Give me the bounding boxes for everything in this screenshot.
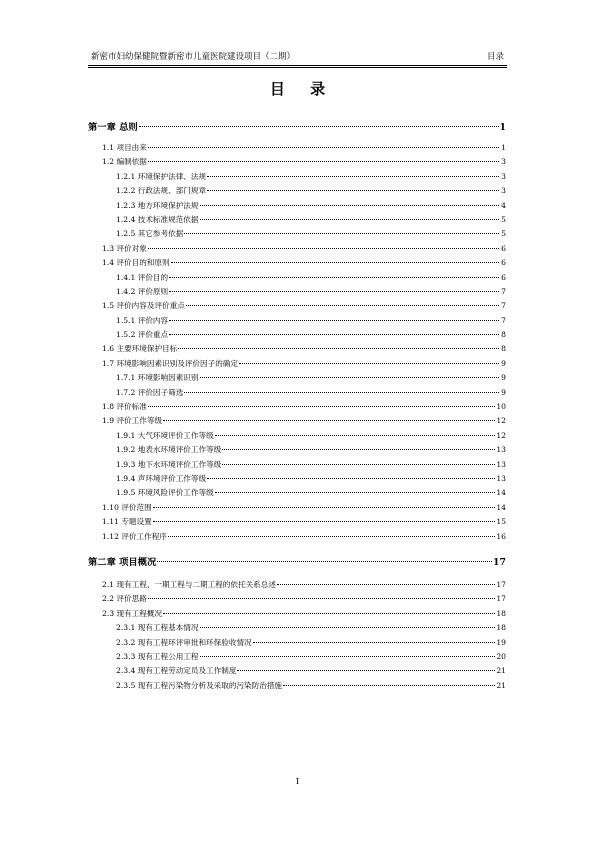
- toc-entry-page: 17: [493, 556, 506, 568]
- toc-subsection-entry[interactable]: [88, 199, 506, 213]
- toc-entry-page: 18: [496, 608, 506, 618]
- toc-subsection-entry[interactable]: [88, 621, 506, 635]
- toc-entry-page: 4: [501, 200, 506, 210]
- dot-leader: [184, 233, 499, 234]
- toc-entry-label: 1.4.2 评价原则: [116, 286, 169, 296]
- toc-section-entry[interactable]: [88, 515, 506, 529]
- toc-entry-label: 第一章 总则: [88, 122, 138, 133]
- toc-section-entry[interactable]: [88, 501, 506, 515]
- toc-subsection-entry[interactable]: [88, 285, 506, 299]
- toc-entry-label: 1.7 环境影响因素识别及评价因子的确定: [102, 358, 238, 368]
- dot-leader: [222, 449, 495, 450]
- toc-entry-label: 1.7.1 环境影响因素识别: [116, 373, 199, 383]
- toc-subsection-entry[interactable]: [88, 636, 506, 650]
- toc-entry-page: 21: [496, 666, 506, 676]
- toc-entry-page: 7: [501, 286, 506, 296]
- toc-entry-page: 18: [496, 623, 506, 633]
- toc-entry-label: 1.5.2 评价重点: [116, 330, 169, 340]
- running-header: [88, 50, 507, 64]
- dot-leader: [169, 277, 499, 278]
- toc-section-entry[interactable]: [88, 530, 506, 544]
- dot-leader: [215, 492, 496, 493]
- dot-leader: [163, 613, 495, 614]
- toc-entry-page: 6: [501, 258, 506, 268]
- toc-entry-label: 1.6 主要环境保护目标: [102, 344, 178, 354]
- toc-entry-page: 14: [496, 488, 506, 498]
- toc-subsection-entry[interactable]: [88, 664, 506, 678]
- toc-subsection-entry[interactable]: [88, 386, 506, 400]
- toc-subsection-entry[interactable]: [88, 314, 506, 328]
- dot-leader: [253, 642, 496, 643]
- page-number: I: [295, 777, 300, 787]
- toc-entry-label: 1.1 项目由来: [102, 143, 147, 152]
- dot-leader: [237, 670, 495, 671]
- toc-subsection-entry[interactable]: [88, 650, 506, 664]
- toc-section-entry[interactable]: [88, 299, 506, 313]
- toc-subsection-entry[interactable]: [88, 429, 506, 443]
- toc-entry-label: 1.2.4 技术标准规范依据: [116, 214, 199, 224]
- dot-leader: [169, 320, 499, 321]
- toc-entry-label: 1.7.2 评价因子筛选: [116, 387, 184, 397]
- toc-entry-page: 17: [496, 594, 506, 604]
- toc-title: 目 录: [269, 80, 336, 98]
- toc-entry-label: 1.4 评价目的和原则: [102, 258, 170, 268]
- toc-entry-label: 1.9.5 环境风险评价工作等级: [116, 488, 214, 498]
- toc-chapter-entry[interactable]: [88, 115, 506, 141]
- dot-leader: [148, 147, 499, 148]
- dot-leader: [148, 406, 495, 407]
- toc-section-entry[interactable]: [88, 342, 506, 356]
- toc-entry-label: 2.3.4 现有工程劳动定员及工作制度: [116, 666, 237, 676]
- toc-section-entry[interactable]: [88, 256, 506, 270]
- toc-entry-label: 1.9.4 声环境评价工作等级: [116, 473, 207, 483]
- dot-leader: [283, 685, 495, 686]
- dot-leader: [153, 521, 496, 522]
- toc-subsection-entry[interactable]: [88, 371, 506, 385]
- toc-section-entry[interactable]: [88, 607, 506, 621]
- toc-subsection-entry[interactable]: [88, 443, 506, 457]
- toc-section-entry[interactable]: [88, 414, 506, 428]
- toc-entry-label: 2.3 现有工程概况: [102, 608, 163, 618]
- toc-subsection-entry[interactable]: [88, 271, 506, 285]
- toc-entry-label: 1.11 专题设置: [102, 517, 152, 527]
- table-of-contents: [88, 115, 506, 693]
- toc-subsection-entry[interactable]: [88, 184, 506, 198]
- toc-entry-label: 1.3 评价对象: [102, 243, 147, 253]
- toc-chapter-entry[interactable]: [88, 548, 506, 578]
- toc-subsection-entry[interactable]: [88, 213, 506, 227]
- toc-entry-page: 8: [501, 330, 506, 340]
- toc-entry-page: 15: [496, 517, 506, 527]
- dot-leader: [207, 478, 495, 479]
- dot-leader: [153, 507, 496, 508]
- toc-entry-page: 3: [501, 171, 506, 181]
- toc-entry-label: 2.3.1 现有工程基本情况: [116, 623, 199, 633]
- toc-section-entry[interactable]: [88, 592, 506, 606]
- toc-entry-page: 5: [501, 214, 506, 224]
- dot-leader: [169, 291, 499, 292]
- dot-leader: [200, 377, 500, 378]
- toc-entry-page: 13: [496, 459, 506, 469]
- dot-leader: [207, 176, 499, 177]
- toc-entry-page: 13: [496, 473, 506, 483]
- dot-leader: [184, 392, 499, 393]
- toc-entry-label: 2.3.3 现有工程公用工程: [116, 651, 199, 661]
- toc-section-entry[interactable]: [88, 400, 506, 414]
- toc-entry-page: 9: [501, 373, 506, 383]
- dot-leader: [148, 161, 499, 162]
- dot-leader: [200, 656, 496, 657]
- dot-leader: [215, 435, 496, 436]
- toc-entry-page: 12: [496, 430, 506, 440]
- toc-entry-label: 第二章 项目概况: [88, 556, 157, 568]
- toc-entry-page: 13: [496, 445, 506, 455]
- toc-entry-label: 1.2 编制依据: [102, 157, 147, 167]
- toc-entry-label: 2.2 评价思路: [102, 594, 147, 604]
- toc-entry-label: 1.2.5 其它参考依据: [116, 229, 184, 239]
- toc-entry-page: 16: [496, 531, 506, 541]
- dot-leader: [171, 262, 499, 263]
- toc-entry-page: 20: [496, 651, 506, 661]
- toc-entry-page: 3: [501, 186, 506, 196]
- header-rule-thin: [88, 67, 507, 68]
- toc-entry-page: 6: [501, 243, 506, 253]
- dot-leader: [200, 205, 500, 206]
- header-section-label: 目录: [486, 52, 504, 62]
- header-rule: [88, 65, 507, 66]
- dot-leader: [157, 561, 492, 562]
- toc-subsection-entry[interactable]: [88, 679, 506, 693]
- toc-subsection-entry[interactable]: [88, 486, 506, 500]
- toc-subsection-entry[interactable]: [88, 458, 506, 472]
- toc-section-entry[interactable]: [88, 141, 506, 155]
- toc-entry-label: 1.5 评价内容及评价重点: [102, 301, 185, 311]
- dot-leader: [178, 348, 499, 349]
- toc-section-entry[interactable]: [88, 578, 506, 592]
- dot-leader: [200, 219, 500, 220]
- toc-entry-label: 1.4.1 评价目的: [116, 272, 169, 282]
- toc-section-entry[interactable]: [88, 357, 506, 371]
- dot-leader: [148, 248, 499, 249]
- toc-entry-page: 6: [501, 272, 506, 282]
- toc-entry-page: 19: [496, 637, 506, 647]
- toc-entry-label: 1.10 评价范围: [102, 502, 152, 512]
- toc-entry-label: 1.2.1 环境保护法律、法规: [116, 171, 207, 181]
- toc-entry-label: 1.9.1 大气环境评价工作等级: [116, 430, 214, 440]
- dot-leader: [148, 598, 495, 599]
- dot-leader: [239, 363, 499, 364]
- toc-entry-page: 14: [496, 502, 506, 512]
- toc-entry-page: 17: [496, 579, 506, 589]
- toc-entry-page: 9: [501, 358, 506, 368]
- toc-entry-label: 1.9 评价工作等级: [102, 416, 163, 426]
- dot-leader: [200, 627, 496, 628]
- toc-entry-label: 1.2.3 地方环境保护法规: [116, 200, 199, 210]
- toc-subsection-entry[interactable]: [88, 328, 506, 342]
- toc-entry-label: 2.1 现有工程、一期工程与二期工程的依托关系总述: [102, 579, 276, 589]
- toc-entry-page: 7: [501, 301, 506, 311]
- toc-entry-page: 21: [496, 680, 506, 690]
- toc-entry-label: 1.2.2 行政法规、部门规章: [116, 186, 207, 196]
- dot-leader: [163, 420, 495, 421]
- toc-entry-page: 9: [501, 387, 506, 397]
- dot-leader: [168, 536, 495, 537]
- toc-entry-page: 5: [501, 229, 506, 239]
- toc-entry-page: 3: [501, 157, 506, 167]
- toc-subsection-entry[interactable]: [88, 170, 506, 184]
- dot-leader: [207, 190, 499, 191]
- toc-entry-page: 10: [496, 402, 506, 412]
- dot-leader: [139, 126, 499, 127]
- toc-entry-page: 7: [501, 315, 506, 325]
- dot-leader: [222, 464, 495, 465]
- toc-section-entry[interactable]: [88, 242, 506, 256]
- toc-entry-label: 1.12 评价工作程序: [102, 531, 167, 541]
- toc-entry-label: 1.9.3 地下水环境评价工作等级: [116, 459, 222, 469]
- toc-entry-label: 1.9.2 地表水环境评价工作等级: [116, 445, 222, 455]
- toc-entry-label: 1.5.1 评价内容: [116, 315, 169, 325]
- toc-entry-label: 2.3.2 现有工程环评审批和环保验收情况: [116, 637, 252, 647]
- toc-entry-label: 2.3.5 现有工程污染物分析及采取的污染防治措施: [116, 680, 283, 690]
- dot-leader: [169, 334, 499, 335]
- dot-leader: [186, 305, 499, 306]
- toc-entry-page: 8: [501, 344, 506, 354]
- toc-entry-label: 1.8 评价标准: [102, 402, 147, 412]
- toc-section-entry[interactable]: [88, 155, 506, 169]
- toc-subsection-entry[interactable]: [88, 227, 506, 241]
- toc-subsection-entry[interactable]: [88, 472, 506, 486]
- dot-leader: [277, 584, 495, 585]
- header-project-title: 新密市妇幼保健院暨新密市儿童医院建设项目（二期）: [91, 52, 296, 62]
- toc-entry-page: 1: [501, 143, 506, 152]
- toc-entry-page: 1: [499, 122, 506, 133]
- toc-entry-page: 12: [496, 416, 506, 426]
